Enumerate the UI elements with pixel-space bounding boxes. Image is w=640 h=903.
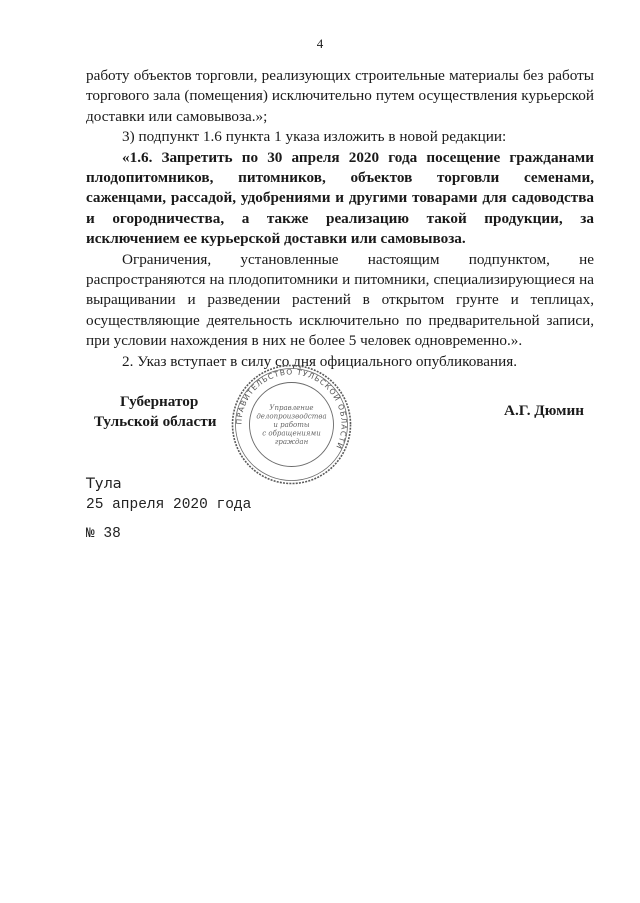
signature-title-line-2: Тульской области (94, 413, 217, 431)
stamp-center-line: Управление (269, 404, 314, 412)
stamp-center-text (256, 404, 326, 446)
decree-paragraph: Ограничения, установленные настоящим подпунктом, не распространяются на плодопитомники и питомники, специализирующиеся на выращивании и разведении растений в открытом грунте и теплицах, осуществляющие деятельность исключительно по предварительной записи, при условии нахождения в них не более 5 человек одновременно.». (86, 250, 594, 350)
decree-paragraph: 3) подпункт 1.6 пункта 1 указа изложить в новой редакции: (122, 128, 507, 146)
signature-title-line-1: Губернатор (120, 393, 199, 410)
decree-body (86, 66, 594, 372)
decree-paragraph: работу объектов торговли, реализующих строительные материалы без работы торгового зала (помещения) исключительно путем осуществления курьерской доставки или самовывоза.»; (86, 67, 594, 125)
document-date: 25 апреля 2020 года (86, 497, 252, 513)
stamp-center-line: и работы (273, 421, 310, 429)
document-number: № 38 (86, 526, 121, 542)
decree-paragraph: «1.6. Запретить по 30 апреля 2020 года посещение гражданами плодопитомников, питомников, объектов торговли семенами, саженцами, рассадой, удобрениями и другими товарами для садоводства и огородничества, а также реализацию такой продукции, за исключением ее курьерской доставки или самовывоза. (86, 148, 594, 248)
stamp-center-line: делопроизводства (256, 412, 327, 421)
document-place: Тула (86, 476, 122, 492)
decree-paragraph: 2. Указ вступает в силу со дня официального опубликования. (122, 352, 518, 370)
page-number: 4 (316, 36, 324, 51)
stamp-ring-text: ПРАВИТЕЛЬСТВО ТУЛЬСКОЙ ОБЛАСТИ (234, 367, 349, 451)
stamp-center-line: с обращениями (262, 429, 321, 438)
signature-name: А.Г. Дюмин (503, 402, 584, 419)
signature-title (94, 392, 216, 433)
official-stamp (230, 363, 353, 486)
stamp-center-line: граждан (274, 438, 309, 446)
